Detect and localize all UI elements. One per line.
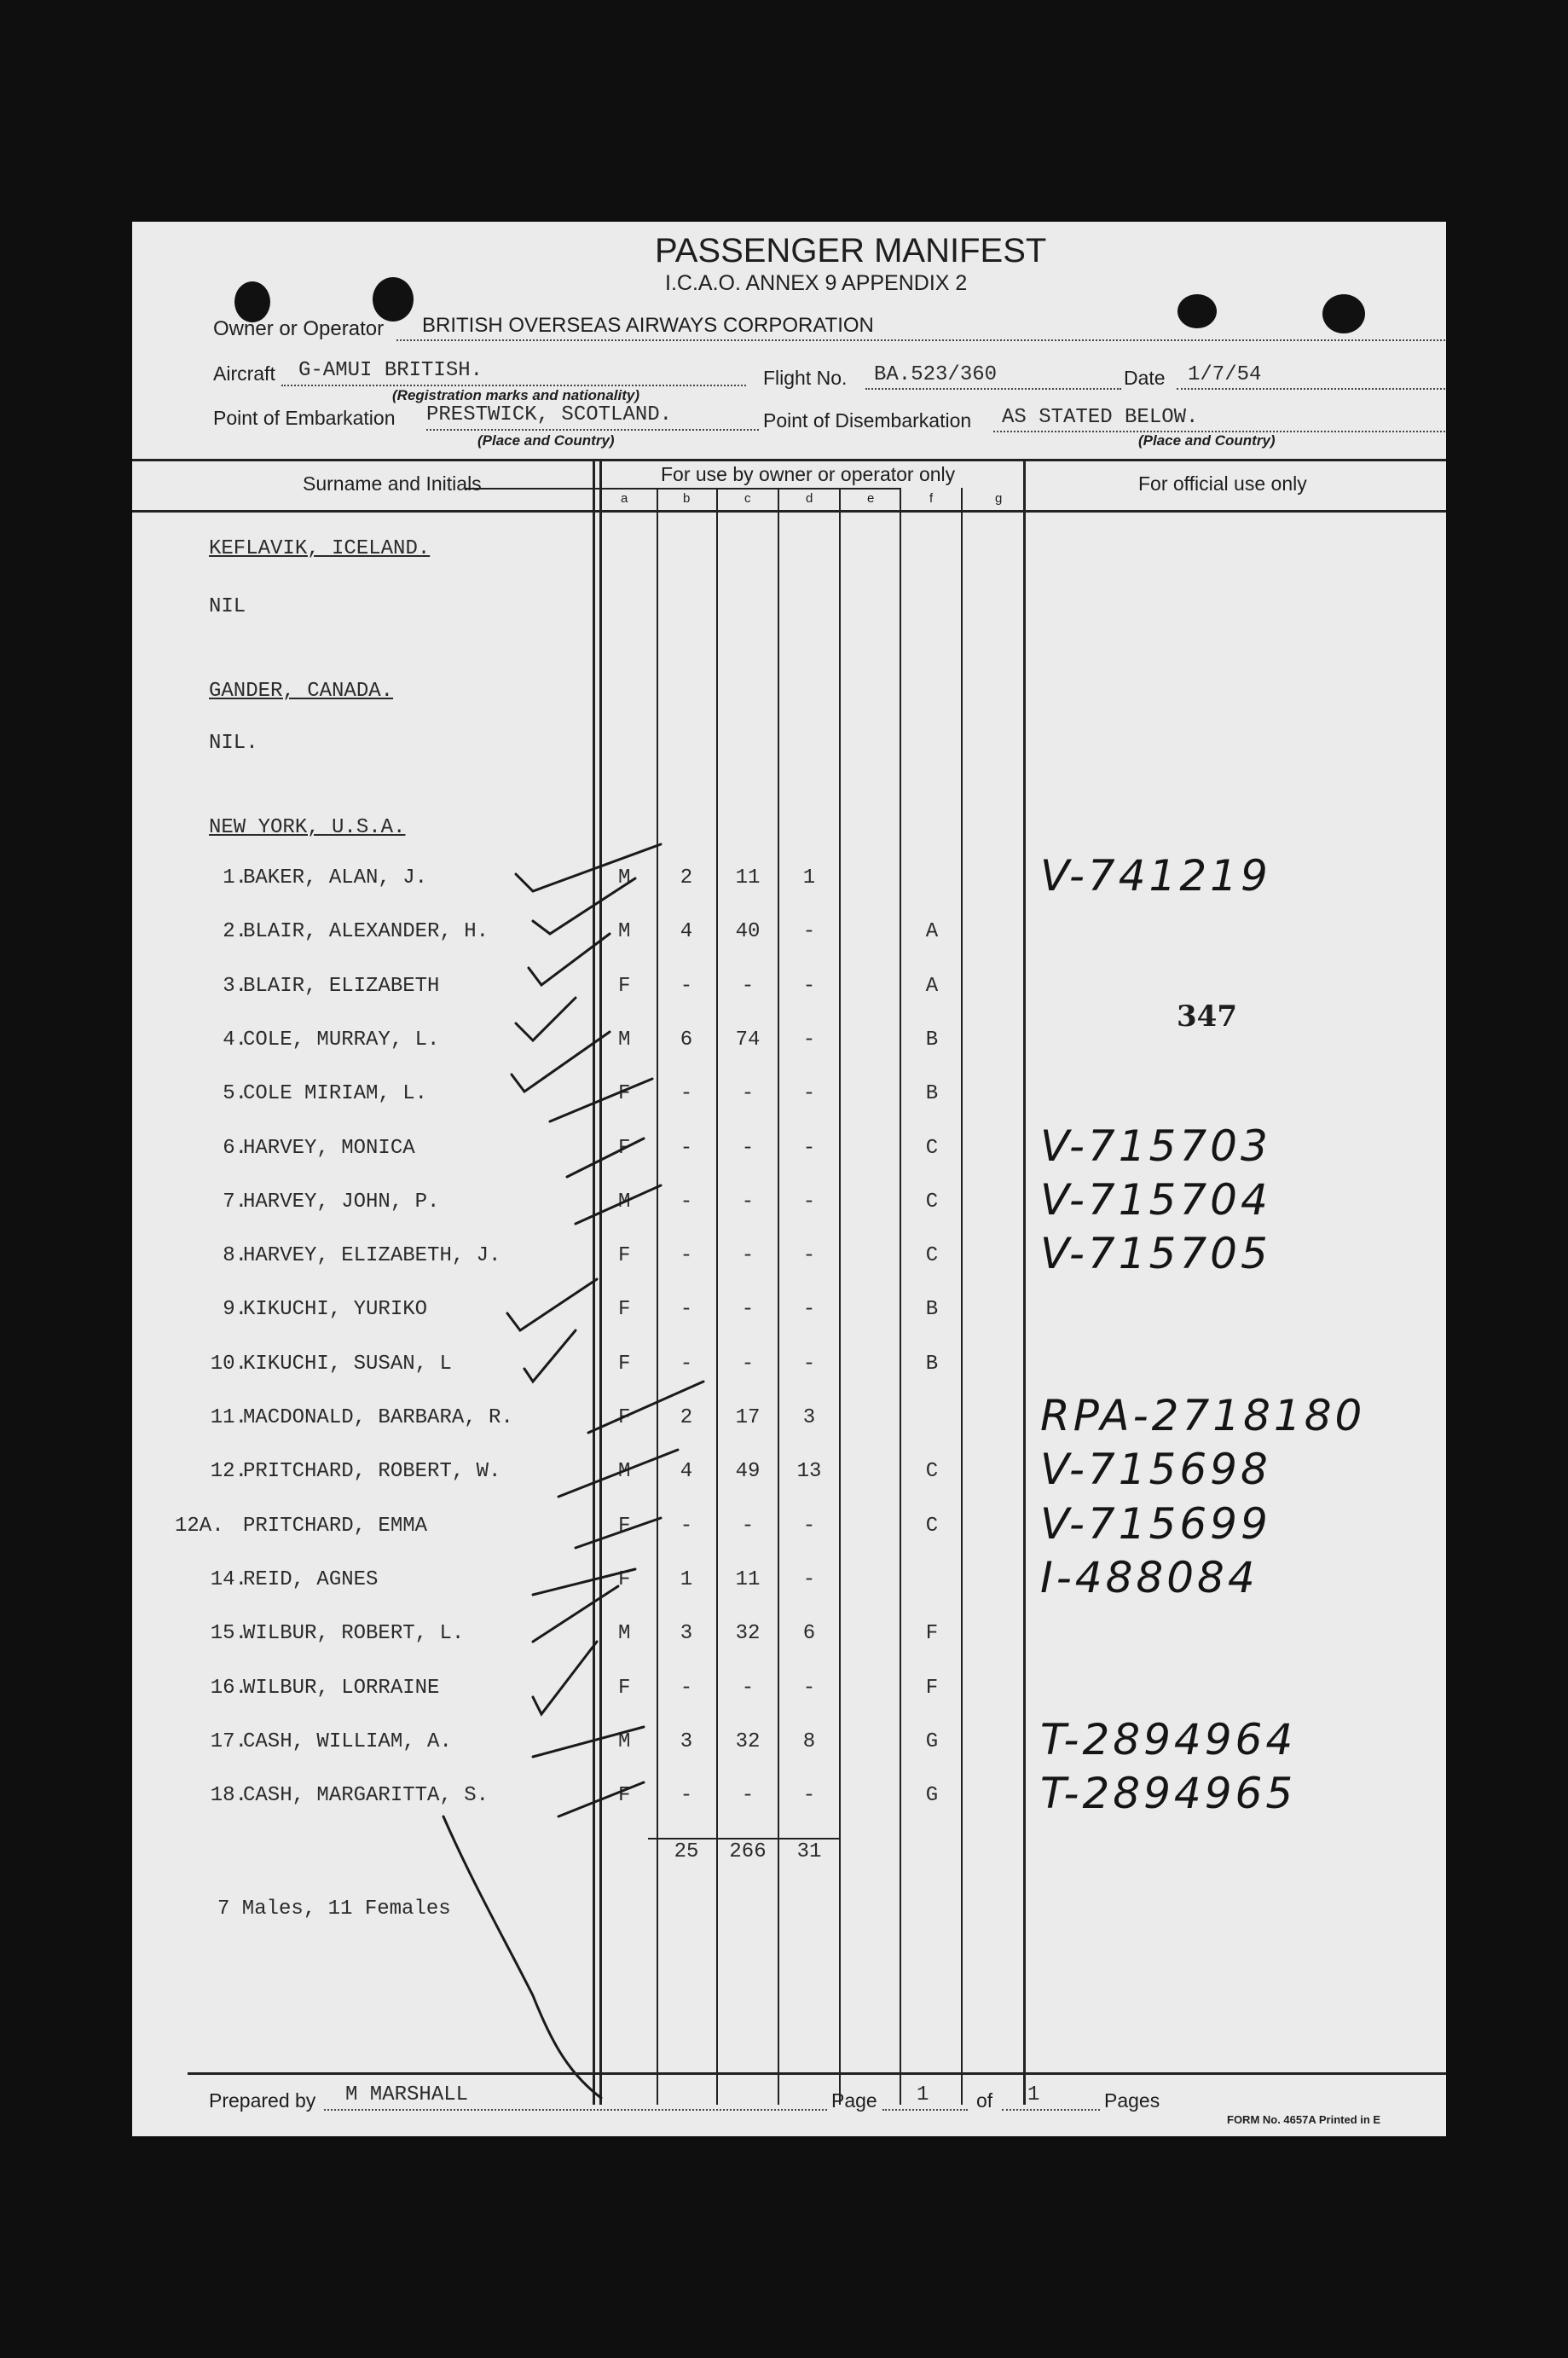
of-label: of: [976, 2089, 993, 2112]
total-c: 266: [729, 1840, 767, 1863]
col-a-sex: F: [618, 1567, 631, 1591]
manifest-sheet: [132, 222, 1446, 2136]
col-letter-e: e: [867, 491, 875, 506]
official-number: V-715699: [1040, 1498, 1271, 1549]
form-subtitle: I.C.A.O. ANNEX 9 APPENDIX 2: [665, 271, 968, 295]
col-c-value: 11: [735, 1567, 761, 1591]
aircraft-value: G-AMUI BRITISH.: [298, 359, 483, 382]
passenger-name: COLE, MURRAY, L.: [243, 1028, 440, 1052]
passenger-number: 12.: [210, 1460, 247, 1484]
col-d-value: -: [802, 920, 816, 944]
col-a-sex: M: [618, 1460, 631, 1484]
col-f-value: G: [925, 1784, 939, 1808]
col-a-sex: M: [618, 1729, 631, 1753]
passenger-name: HARVEY, ELIZABETH, J.: [243, 1244, 501, 1268]
col-d-value: -: [802, 1784, 816, 1808]
section-destination-gander: GANDER, CANADA.: [209, 680, 394, 703]
prepared-by-label: Prepared by: [209, 2089, 316, 2112]
col-a-sex: M: [618, 920, 631, 944]
col-a-sex: F: [618, 1136, 631, 1160]
section-destination-newyork: NEW YORK, U.S.A.: [209, 816, 406, 839]
col-f-value: A: [925, 920, 939, 944]
col-b-value: -: [680, 1514, 693, 1538]
col-b-value: -: [680, 1676, 693, 1700]
page-value: 1: [917, 2083, 929, 2106]
col-c-value: -: [741, 1676, 755, 1700]
official-number: T-2894965: [1040, 1769, 1297, 1819]
col-f-value: C: [925, 1514, 939, 1538]
col-d-value: -: [802, 1676, 816, 1700]
date-label: Date: [1124, 367, 1166, 389]
passenger-name: WILBUR, ROBERT, L.: [243, 1622, 465, 1646]
passenger-number: 3.: [223, 974, 247, 998]
embarkation-note: (Place and Country): [477, 432, 615, 449]
col-b-value: -: [680, 1784, 693, 1808]
col-d-value: 3: [802, 1406, 816, 1429]
disembarkation-label: Point of Disembarkation: [763, 409, 972, 432]
col-c-value: 40: [735, 920, 761, 944]
col-a-sex: F: [618, 1676, 631, 1700]
official-number: T-2894964: [1040, 1714, 1297, 1764]
passenger-number: 12A.: [175, 1514, 224, 1538]
disembarkation-note: (Place and Country): [1138, 432, 1276, 449]
passenger-name: HARVEY, JOHN, P.: [243, 1190, 440, 1214]
col-b-value: -: [680, 1190, 693, 1214]
form-title: PASSENGER MANIFEST: [655, 232, 1047, 269]
col-b-value: 6: [680, 1028, 693, 1052]
total-b: 25: [674, 1840, 699, 1863]
col-c-value: -: [741, 1082, 755, 1106]
col-f-value: B: [925, 1352, 939, 1376]
col-f-value: B: [925, 1028, 939, 1052]
passenger-number: 14.: [210, 1567, 247, 1591]
col-c-value: -: [741, 1784, 755, 1808]
col-d-value: -: [802, 1352, 816, 1376]
col-f-value: C: [925, 1460, 939, 1484]
official-number: RPA-2718180: [1040, 1391, 1366, 1440]
col-d-value: 8: [802, 1729, 816, 1753]
official-use-header: For official use only: [1138, 472, 1307, 495]
col-b-value: -: [680, 1244, 693, 1268]
owner-label: Owner or Operator: [213, 317, 385, 340]
embarkation-label: Point of Embarkation: [213, 407, 396, 429]
col-f-value: B: [925, 1298, 939, 1322]
passenger-number: 10.: [210, 1352, 247, 1376]
col-a-sex: F: [618, 1082, 631, 1106]
col-c-value: 32: [735, 1729, 761, 1753]
col-letter-b: b: [683, 491, 691, 506]
col-c-value: 11: [735, 866, 761, 889]
disembarkation-value: AS STATED BELOW.: [1002, 406, 1199, 429]
col-b-value: -: [680, 1082, 693, 1106]
col-b-value: 3: [680, 1729, 693, 1753]
col-d-value: 13: [796, 1460, 822, 1484]
col-b-value: -: [680, 974, 693, 998]
page-label: Page: [831, 2089, 877, 2112]
col-b-value: -: [680, 1136, 693, 1160]
passenger-number: 2.: [223, 920, 247, 944]
col-a-sex: F: [618, 1514, 631, 1538]
section-destination-keflavik: KEFLAVIK, ICELAND.: [209, 537, 431, 560]
col-b-value: -: [680, 1352, 693, 1376]
col-d-value: -: [802, 1298, 816, 1322]
col-c-value: 49: [735, 1460, 761, 1484]
passenger-name: CASH, MARGARITTA, S.: [243, 1784, 489, 1808]
col-f-value: C: [925, 1136, 939, 1160]
col-letter-c: c: [744, 491, 751, 506]
col-letter-g: g: [995, 491, 1003, 506]
passenger-name: WILBUR, LORRAINE: [243, 1676, 440, 1700]
stamp-number: 347: [1177, 999, 1237, 1034]
col-a-sex: M: [618, 1028, 631, 1052]
pages-label: Pages: [1104, 2089, 1160, 2112]
col-b-value: 1: [680, 1567, 693, 1591]
passenger-name: KIKUCHI, YURIKO: [243, 1298, 428, 1322]
passenger-name: REID, AGNES: [243, 1567, 379, 1591]
col-d-value: 6: [802, 1622, 816, 1646]
col-d-value: -: [802, 1244, 816, 1268]
col-c-value: -: [741, 1190, 755, 1214]
form-number: FORM No. 4657A Printed in E: [1227, 2113, 1381, 2126]
flight-value: BA.523/360: [874, 363, 998, 386]
col-c-value: -: [741, 1352, 755, 1376]
passenger-number: 16.: [210, 1676, 247, 1700]
passenger-name: COLE MIRIAM, L.: [243, 1082, 428, 1106]
col-letter-a: a: [621, 491, 628, 506]
surname-header: Surname and Initials: [303, 472, 482, 495]
passenger-name: CASH, WILLIAM, A.: [243, 1729, 452, 1753]
col-d-value: -: [802, 1190, 816, 1214]
passenger-number: 5.: [223, 1082, 247, 1106]
embarkation-value: PRESTWICK, SCOTLAND.: [426, 403, 673, 426]
passenger-summary: 7 Males, 11 Females: [217, 1897, 451, 1921]
col-f-value: C: [925, 1244, 939, 1268]
col-f-value: G: [925, 1729, 939, 1753]
passenger-name: BLAIR, ALEXANDER, H.: [243, 920, 489, 944]
section-note-gander: NIL.: [209, 732, 258, 755]
col-b-value: 3: [680, 1622, 693, 1646]
official-number: V-715704: [1040, 1174, 1271, 1225]
col-f-value: F: [925, 1622, 939, 1646]
passenger-number: 6.: [223, 1136, 247, 1160]
col-c-value: -: [741, 1244, 755, 1268]
passenger-number: 15.: [210, 1622, 247, 1646]
col-a-sex: M: [618, 1622, 631, 1646]
passenger-name: MACDONALD, BARBARA, R.: [243, 1406, 513, 1429]
of-value: 1: [1027, 2083, 1040, 2106]
passenger-name: KIKUCHI, SUSAN, L: [243, 1352, 452, 1376]
col-c-value: -: [741, 1298, 755, 1322]
col-d-value: -: [802, 974, 816, 998]
col-b-value: -: [680, 1298, 693, 1322]
official-number: V-741219: [1040, 851, 1271, 901]
owner-use-header: For use by owner or operator only: [661, 463, 956, 485]
col-d-value: -: [802, 1028, 816, 1052]
official-number: V-715705: [1040, 1229, 1271, 1279]
col-c-value: -: [741, 1136, 755, 1160]
passenger-number: 9.: [223, 1298, 247, 1322]
col-b-value: 4: [680, 1460, 693, 1484]
col-a-sex: M: [618, 866, 631, 889]
passenger-name: BLAIR, ELIZABETH: [243, 974, 440, 998]
aircraft-label: Aircraft: [213, 362, 275, 385]
col-f-value: C: [925, 1190, 939, 1214]
col-c-value: 32: [735, 1622, 761, 1646]
col-d-value: -: [802, 1136, 816, 1160]
col-d-value: -: [802, 1082, 816, 1106]
passenger-name: PRITCHARD, ROBERT, W.: [243, 1460, 501, 1484]
passenger-number: 4.: [223, 1028, 247, 1052]
col-a-sex: F: [618, 974, 631, 998]
col-f-value: A: [925, 974, 939, 998]
col-a-sex: M: [618, 1190, 631, 1214]
aircraft-note: (Registration marks and nationality): [392, 387, 639, 403]
date-value: 1/7/54: [1188, 363, 1262, 386]
official-number: V-715698: [1040, 1445, 1271, 1495]
passenger-name: BAKER, ALAN, J.: [243, 866, 428, 889]
col-b-value: 2: [680, 866, 693, 889]
col-a-sex: F: [618, 1784, 631, 1808]
passenger-number: 7.: [223, 1190, 247, 1214]
owner-value: BRITISH OVERSEAS AIRWAYS CORPORATION: [422, 314, 874, 337]
flight-label: Flight No.: [763, 367, 848, 389]
prepared-by-value: M MARSHALL: [345, 2083, 469, 2106]
official-number: I-488084: [1040, 1552, 1258, 1602]
passenger-number: 1.: [223, 866, 247, 889]
passenger-name: PRITCHARD, EMMA: [243, 1514, 428, 1538]
col-a-sex: F: [618, 1406, 631, 1429]
col-b-value: 4: [680, 920, 693, 944]
total-d: 31: [796, 1840, 822, 1863]
col-c-value: 17: [735, 1406, 761, 1429]
col-letter-f: f: [929, 491, 934, 506]
col-letter-d: d: [806, 491, 813, 506]
col-c-value: 74: [735, 1028, 761, 1052]
passenger-number: 11.: [210, 1406, 247, 1429]
col-f-value: B: [925, 1082, 939, 1106]
section-note-keflavik: NIL: [209, 595, 246, 618]
passenger-name: HARVEY, MONICA: [243, 1136, 415, 1160]
passenger-number: 17.: [210, 1729, 247, 1753]
col-a-sex: F: [618, 1352, 631, 1376]
col-f-value: F: [925, 1676, 939, 1700]
col-c-value: -: [741, 974, 755, 998]
passenger-number: 8.: [223, 1244, 247, 1268]
official-number: V-715703: [1040, 1121, 1271, 1171]
col-d-value: -: [802, 1567, 816, 1591]
col-c-value: -: [741, 1514, 755, 1538]
col-d-value: -: [802, 1514, 816, 1538]
col-a-sex: F: [618, 1244, 631, 1268]
col-b-value: 2: [680, 1406, 693, 1429]
col-d-value: 1: [802, 866, 816, 889]
col-a-sex: F: [618, 1298, 631, 1322]
passenger-number: 18.: [210, 1784, 247, 1808]
